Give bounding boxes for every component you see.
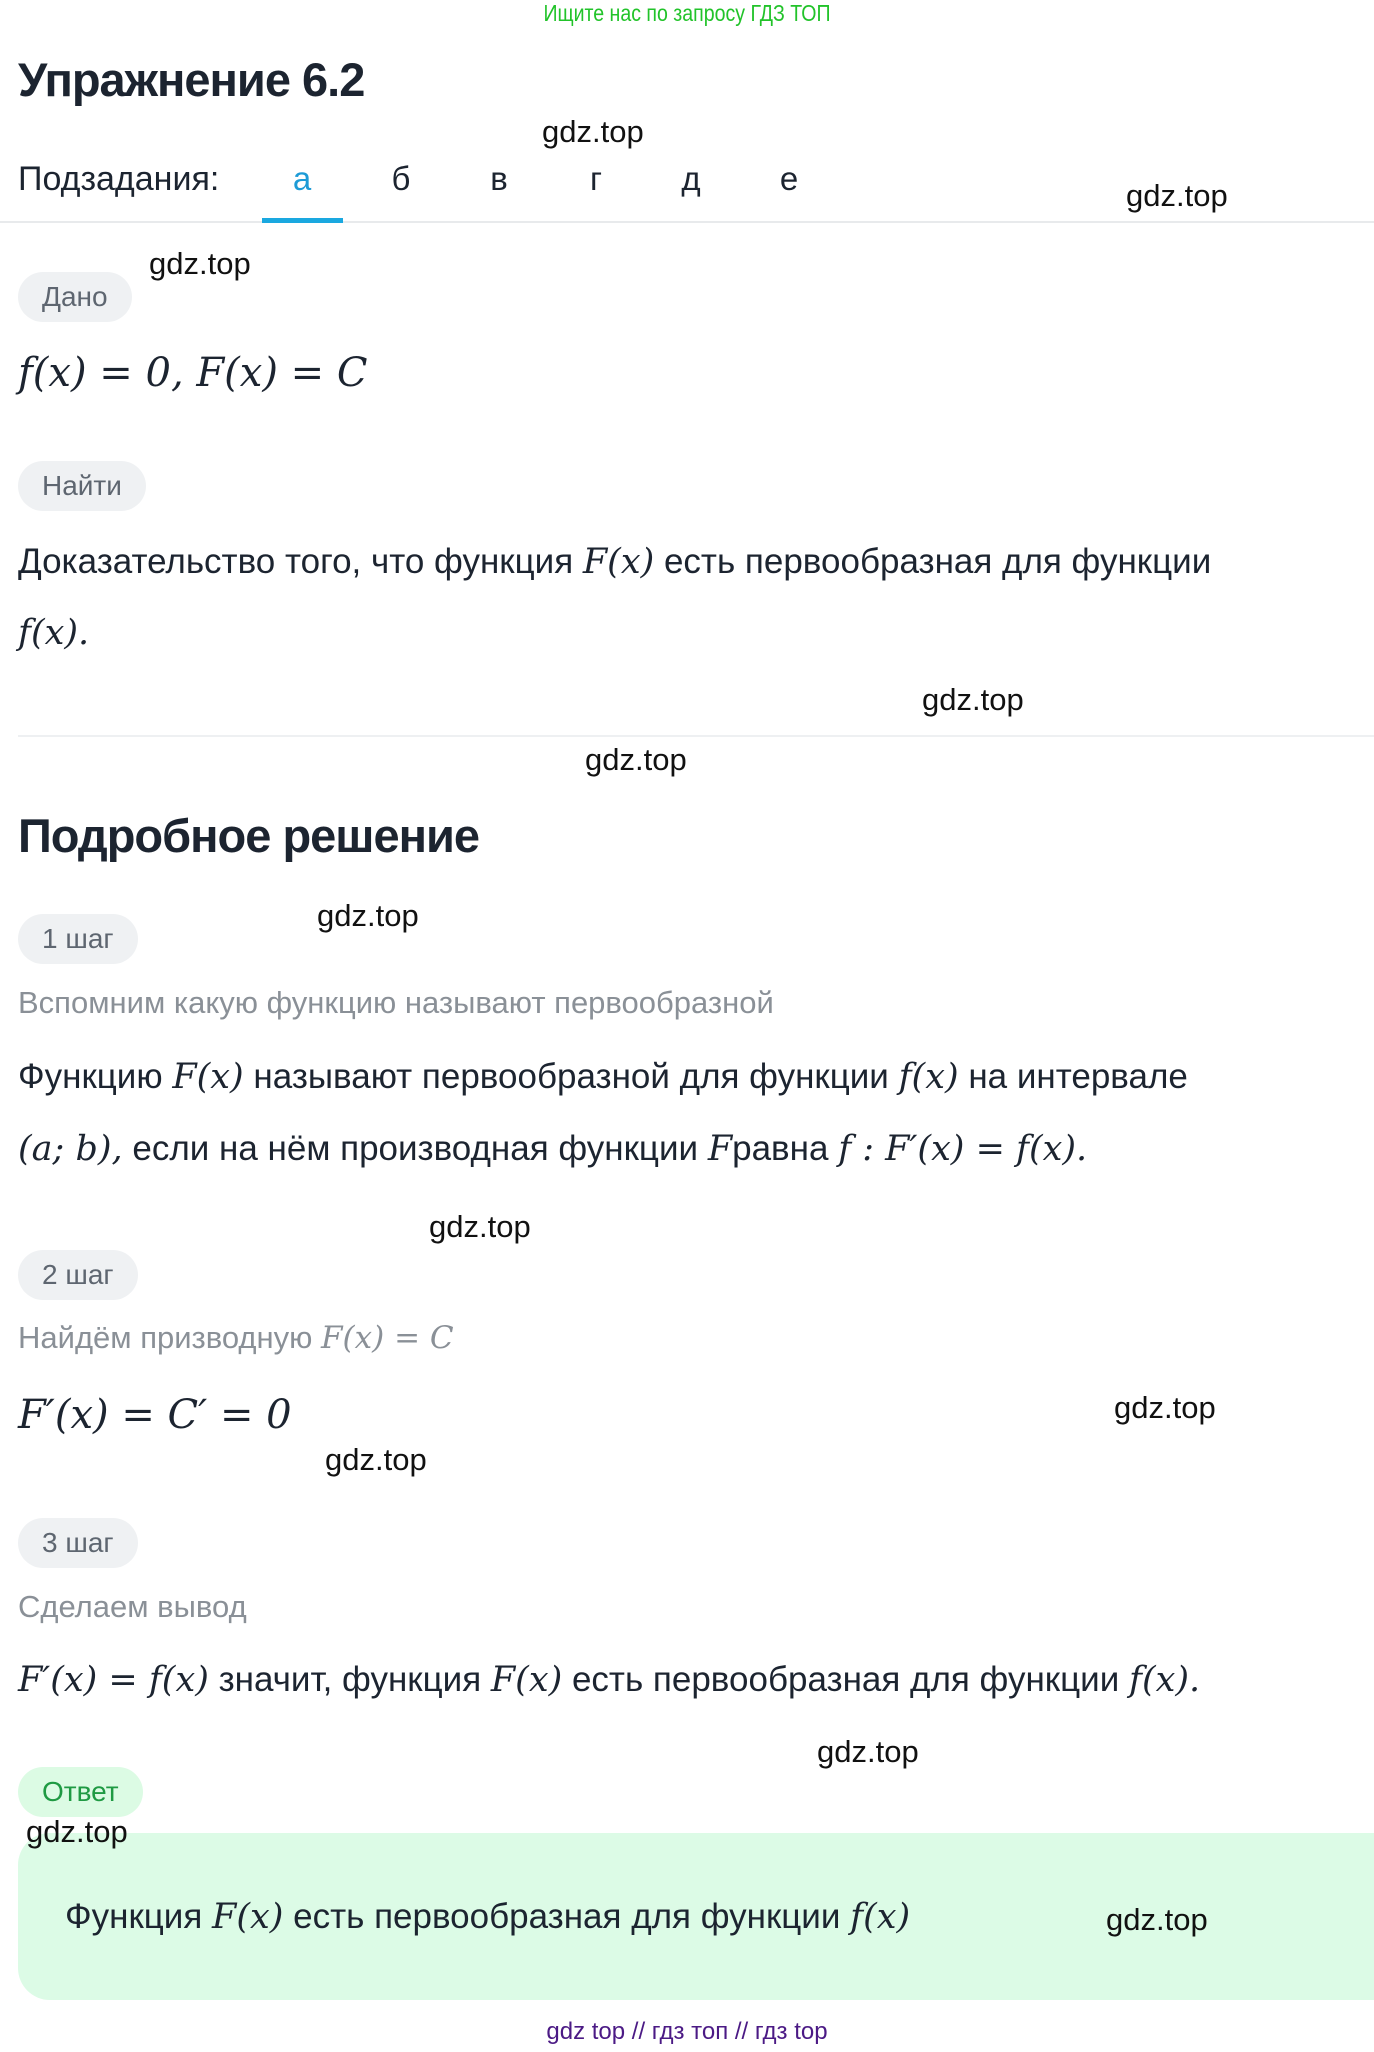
math: F(x)	[212, 1897, 284, 1937]
tab-g[interactable]: г	[589, 160, 603, 197]
watermark: gdz.top	[1126, 178, 1228, 213]
tab-a[interactable]: а	[292, 160, 312, 197]
math: F(x)	[172, 1057, 244, 1097]
math: F(x) = C	[321, 1320, 454, 1356]
watermark: gdz.top	[429, 1209, 531, 1244]
active-tab-indicator	[262, 218, 343, 223]
text: Доказательство того, что функция	[18, 542, 574, 581]
watermark: gdz.top	[585, 742, 687, 777]
watermark: gdz.top	[1106, 1902, 1208, 1937]
text: на интервале	[968, 1057, 1188, 1096]
step-2-formula: F′(x) = C′ = 0	[18, 1392, 292, 1438]
search-banner: Ищите нас по запросу ГДЗ ТОП	[543, 0, 831, 26]
math: (a; b),	[18, 1129, 123, 1169]
step-1-line-1	[18, 1057, 1188, 1097]
watermark: gdz.top	[1114, 1390, 1216, 1425]
tab-b[interactable]: б	[391, 160, 411, 197]
step-3-badge: 3 шаг	[18, 1518, 138, 1568]
step-1-badge: 1 шаг	[18, 914, 138, 964]
text: есть первообразная для функции	[663, 542, 1212, 581]
math: f(x).	[1129, 1660, 1201, 1700]
text: значит, функция	[218, 1660, 482, 1699]
tab-e[interactable]: е	[779, 160, 799, 197]
step-3-line	[18, 1660, 1200, 1700]
text: Функция	[65, 1897, 203, 1936]
text: Функцию	[18, 1057, 163, 1096]
text: есть первообразная для функции	[293, 1897, 841, 1936]
math: f : F′(x) = f(x).	[838, 1129, 1088, 1169]
solution-title: Подробное решение	[18, 809, 480, 862]
step-2-hint	[18, 1320, 454, 1356]
watermark: gdz.top	[149, 246, 251, 281]
page-title: Упражнение 6.2	[18, 53, 365, 106]
step-3-hint: Сделаем вывод	[18, 1589, 247, 1624]
math: F(x)	[490, 1660, 563, 1700]
find-text	[18, 542, 1211, 582]
math: f(x)	[850, 1897, 911, 1937]
text: Найдём призводную	[18, 1320, 313, 1355]
math: F′(x) = f(x)	[18, 1660, 209, 1700]
text: равна	[732, 1129, 829, 1168]
text: есть первообразная для функции	[571, 1660, 1120, 1699]
math: F	[707, 1129, 733, 1169]
watermark: gdz.top	[542, 114, 644, 149]
find-badge: Найти	[18, 461, 146, 511]
watermark: gdz.top	[922, 682, 1024, 717]
math: F(x)	[582, 542, 655, 582]
tab-v[interactable]: в	[490, 160, 508, 197]
watermark: gdz.top	[817, 1734, 919, 1769]
given-formula: f(x) = 0, F(x) = C	[18, 350, 368, 396]
find-math: f(x).	[18, 613, 90, 653]
footer-links: gdz top // гдз топ // гдз top	[546, 2018, 828, 2045]
tabs-divider	[0, 221, 1374, 223]
given-badge: Дано	[18, 272, 132, 322]
math: f(x)	[898, 1057, 959, 1097]
text: если на нём производная функции	[132, 1129, 699, 1168]
answer-text	[65, 1897, 910, 1937]
step-1-hint: Вспомним какую функцию называют первообразной	[18, 985, 774, 1020]
watermark: gdz.top	[26, 1814, 128, 1849]
watermark: gdz.top	[317, 898, 419, 933]
tab-d[interactable]: д	[681, 160, 701, 197]
subtasks-label: Подзадания:	[18, 160, 220, 198]
text: называют первообразной для функции	[253, 1057, 889, 1096]
step-2-badge: 2 шаг	[18, 1250, 138, 1300]
watermark: gdz.top	[325, 1442, 427, 1477]
step-1-line-2	[18, 1129, 1087, 1169]
section-divider	[18, 735, 1374, 737]
answer-badge: Ответ	[18, 1767, 143, 1817]
